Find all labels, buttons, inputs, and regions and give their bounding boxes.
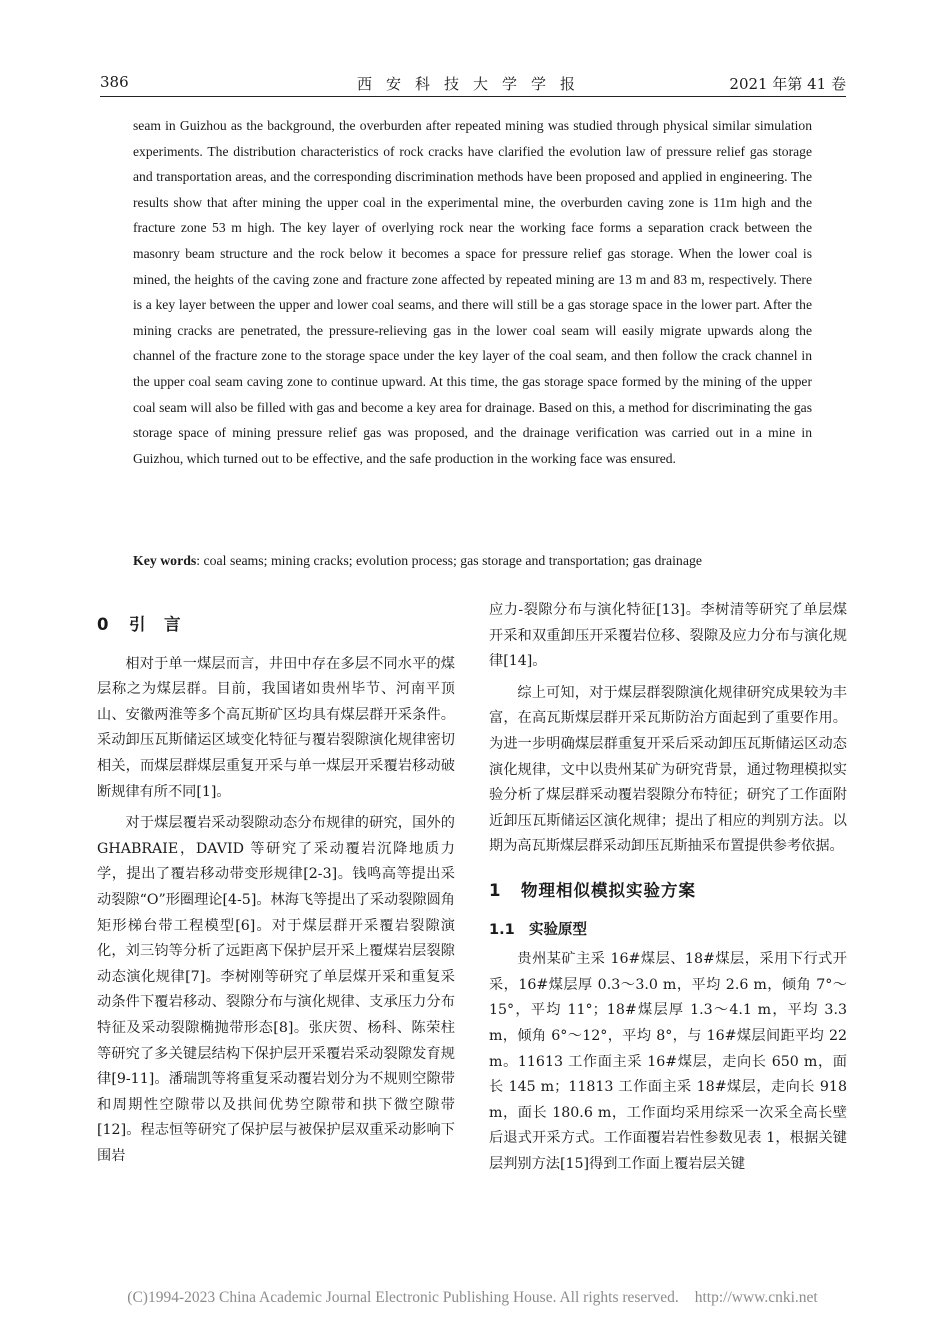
- copyright-text: (C)1994-2023 China Academic Journal Electronic Publishing House. All rights reserved.: [127, 1289, 679, 1306]
- english-abstract: seam in Guizhou as the background, the overburden after repeated mining was studied through physical similar simulation experiments. The distribution characteristics of rock cracks have clarified the evolution law of pressure relief gas storage and transportation areas, and the corresponding discrimination methods have been proposed and applied in engineering. The results show that after mining the upper coal in the experimental mine, the overburden caving zone is 11m high and the fracture zone 53 m high. The key layer of overlying rock near the working face forms a separation crack between the masonry beam structure and the rock below it becomes a space for pressure relief gas storage. When the lower coal is mined, the heights of the caving zone and fracture zone affected by repeated mining are 13 m and 83 m, respectively. There is a key layer between the upper and lower coal seams, and there will still be a gas storage space in the lower part. After the mining cracks are penetrated, the pressure-relieving gas in the lower coal seam will easily migrate upwards along the channel of the fracture zone to the storage space under the key layer of the coal seam, and then follow the crack channel in the upper coal seam caving zone to continue upward. At this time, the gas storage space formed by the mining of the upper coal seam will also be filled with gas and become a key area for drainage. Based on this, a method for discriminating the gas storage space of mining pressure relief gas was proposed, and the drainage verification was carried out in a mine in Guizhou, which turned out to be effective, and the safe production in the working face was ensured.: [133, 118, 812, 466]
- page-number: 386: [100, 73, 129, 91]
- section-title: 物理相似模拟实验方案: [521, 880, 696, 900]
- journal-title: 西安科技大学学报: [356, 75, 589, 93]
- issue-label: 2021 年第 41 卷: [729, 75, 846, 93]
- intro-paragraph-1: 相对于单一煤层而言，井田中存在多层不同水平的煤层称之为煤层群。目前，我国诸如贵州毕节、河南平顶山、安徽两淮等多个高瓦斯矿区均具有煤层群开采条件。采动卸压瓦斯储运区域变化特征与覆岩裂隙演化规律密切相关，而煤层群煤层重复开采与单一煤层开采覆岩移动破断规律有所不同[1]。: [97, 655, 455, 800]
- section-heading-introduction: [97, 612, 455, 638]
- section-number: 1: [489, 880, 502, 900]
- intro-summary-paragraph: 综上可知，对于煤层群裂隙演化规律研究成果较为丰富，在高瓦斯煤层群开采瓦斯防治方面起到了重要作用。为进一步明确煤层群重复开采后采动卸压瓦斯储运区动态演化规律，文中以贵州某矿为研究背景，通过物理模拟实验分析了煤层群采动覆岩裂隙分布特征；研究了工作面附近卸压瓦斯储运区演化规律；提出了相应的判别方法。以期为高瓦斯煤层群采动卸压瓦斯抽采布置提供参考依据。: [489, 684, 847, 855]
- intro-paragraph-2: 对于煤层覆岩采动裂隙动态分布规律的研究，国外的 GHABRAIE，DAVID 等研究了采动覆岩沉降地质力学，提出了覆岩移动带变形规律[2-3]。钱鸣高等提出采动裂隙“O”形圈理论[4-5]。林海飞等提出了采动裂隙圆角矩形梯台带工程模型[6]。对于煤层群开采覆岩裂隙演化，刘三钧等分析了远距离下保护层开采上覆煤岩层裂隙动态演化规律[7]。李树刚等研究了单层煤开采和重复采动条件下覆岩移动、裂隙分布与演化规律、支承压力分布特征及采动裂隙椭抛带形态[8]。张庆贺、杨科、陈荣柱等研究了多关键层结构下保护层开采覆岩采动裂隙发育规律[9-11]。潘瑞凯等将重复采动覆岩划分为不规则空隙带和周期性空隙带以及拱间优势空隙带和拱下微空隙带[12]。程志恒等研究了保护层与被保护层双重采动影响下围岩: [97, 815, 455, 1164]
- page-header: [100, 70, 846, 97]
- section-title: 引 言: [129, 615, 182, 634]
- subsection-heading-prototype: [489, 918, 847, 944]
- subsection-title: 实验原型: [529, 921, 587, 938]
- intro-paragraph-continued: 应力-裂隙分布与演化特征[13]。李树清等研究了单层煤开采和双重卸压开采覆岩位移、裂隙及应力分布与演化规律[14]。: [489, 602, 847, 670]
- right-column: [489, 598, 847, 1177]
- keywords-list: : coal seams; mining cracks; evolution process; gas storage and transportation; gas drainage: [196, 553, 702, 568]
- footer-url[interactable]: http://www.cnki.net: [694, 1289, 818, 1306]
- left-column: [97, 612, 455, 1169]
- footer-copyright: [0, 1289, 945, 1307]
- subsection-number: 1.1: [489, 921, 515, 938]
- keywords: [133, 549, 833, 573]
- section-heading-experiment: [489, 878, 847, 904]
- keywords-label: Key words: [133, 553, 197, 568]
- section-number: 0: [97, 615, 110, 634]
- prototype-paragraph: 贵州某矿主采 16#煤层、18#煤层，采用下行式开采，16#煤层厚 0.3～3.0 m，平均 2.6 m，倾角 7°～15°，平均 11°；18#煤层厚 1.3～4.1 m，平均 3.3 m，倾角 6°～12°，平均 8°，与 16#煤层间距平均 22 m。11613 工作面主采 16#煤层，走向长 650 m，面长 145 m；11813 工作面主采 18#煤层，走向长 918 m，面长 180.6 m，工作面均采用综采一次采全高长壁后退式开采方式。工作面覆岩岩性参数见表 1，根据关键层判别方法[15]得到工作面上覆岩层关键: [489, 951, 847, 1172]
